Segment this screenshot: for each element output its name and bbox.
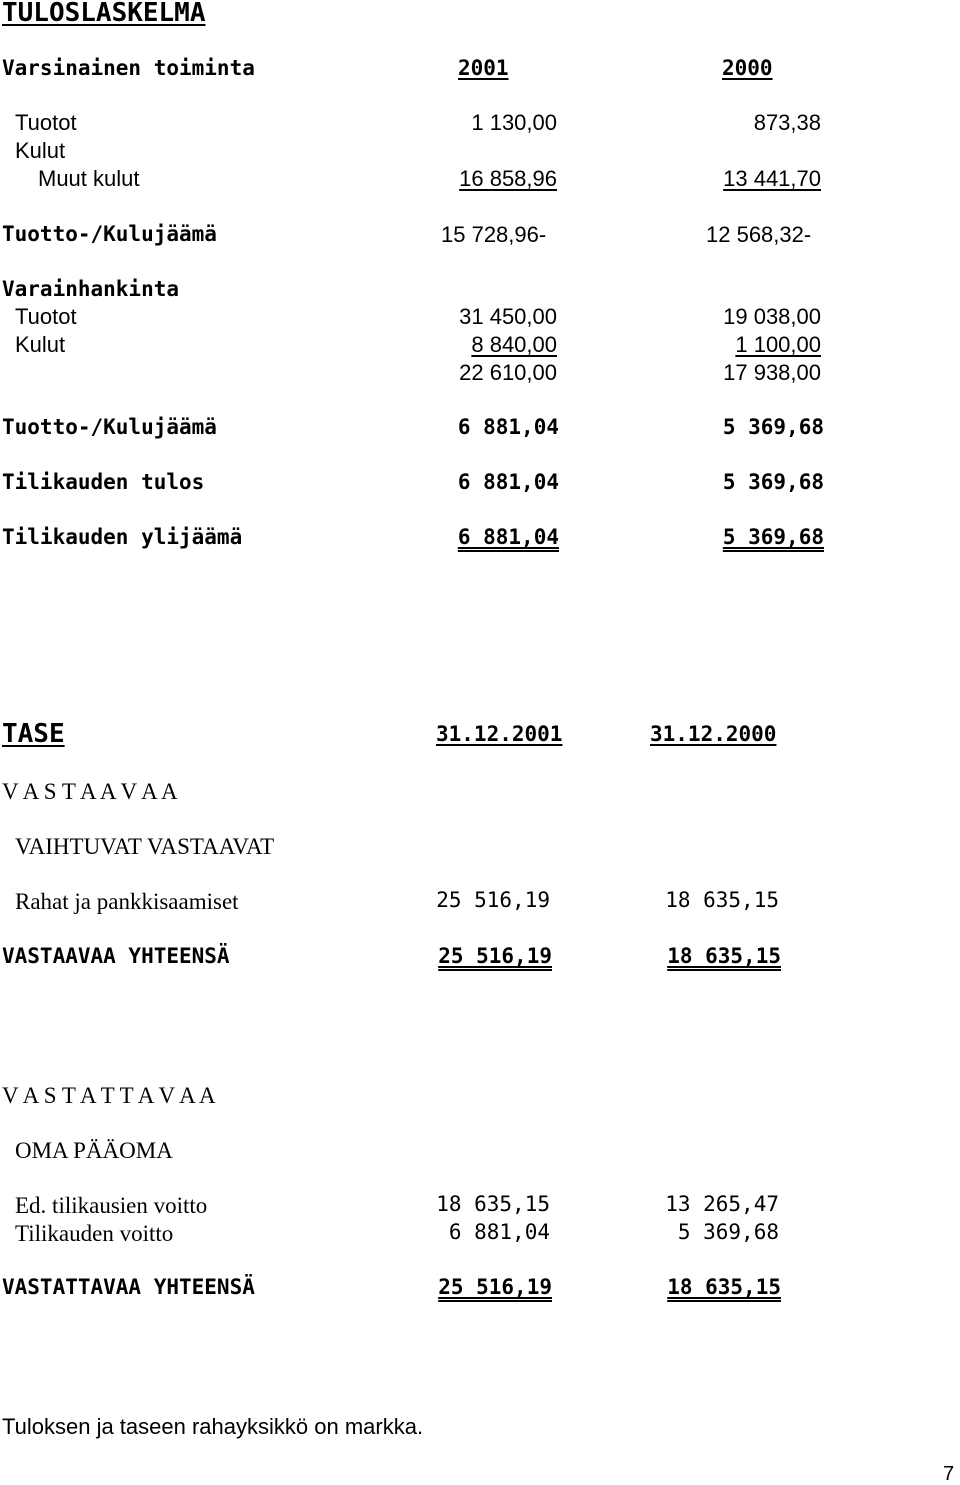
fundraising-income-label: Tuotot: [15, 304, 77, 329]
balance-date-2000: 31.12.2000: [650, 722, 777, 746]
assets-total-label: VASTAAVAA YHTEENSÄ: [2, 944, 230, 968]
period-profit-2001: 6 881,04: [448, 1220, 550, 1244]
fundraising-section-label: Varainhankinta: [2, 277, 180, 301]
period-surplus-2000: 5 369,68: [722, 525, 824, 549]
cash-2000: 18 635,15: [665, 888, 779, 912]
period-result-2001: 6 881,04: [457, 470, 559, 494]
result-label-fundraising: Tuotto-/Kulujäämä: [2, 415, 217, 439]
assets-total-2000: 18 635,15: [667, 944, 781, 968]
cash-label: Rahat ja pankkisaamiset: [15, 889, 239, 914]
liabilities-heading: V A S T A T T A V A A: [2, 1083, 216, 1108]
equity-label: OMA PÄÄOMA: [15, 1138, 173, 1163]
period-surplus-2001: 6 881,04: [457, 525, 559, 549]
liabilities-total-2000: 18 635,15: [667, 1275, 781, 1299]
balance-sheet-title: TASE: [2, 719, 65, 749]
muut-kulut-2000: 13 441,70: [723, 166, 821, 191]
prior-profit-2001: 18 635,15: [436, 1192, 550, 1216]
muut-kulut-2001: 16 858,96: [459, 166, 557, 191]
balance-date-2001: 31.12.2001: [436, 722, 563, 746]
prior-profit-label: Ed. tilikausien voitto: [15, 1193, 208, 1218]
result-operations-2001: 15 728,96-: [441, 222, 547, 247]
muut-kulut-label: Muut kulut: [38, 166, 140, 191]
income-statement-title: TULOSLASKELMA: [2, 0, 206, 28]
cash-2001: 25 516,19: [436, 888, 550, 912]
result-label-operations: Tuotto-/Kulujäämä: [2, 222, 217, 246]
period-result-label: Tilikauden tulos: [2, 470, 205, 494]
result-operations-2000: 12 568,32-: [706, 222, 812, 247]
fundraising-expenses-label: Kulut: [15, 332, 66, 357]
year-2000-header: 2000: [722, 56, 773, 80]
result-fundraising-2001: 6 881,04: [457, 415, 559, 439]
fundraising-expenses-2001: 8 840,00: [471, 332, 557, 357]
assets-heading: V A S T A A V A A: [2, 779, 178, 804]
liabilities-total-label: VASTATTAVAA YHTEENSÄ: [2, 1275, 255, 1299]
assets-total-2001: 25 516,19: [438, 944, 552, 968]
year-2001-header: 2001: [458, 56, 509, 80]
currency-note: Tuloksen ja taseen rahayksikkö on markka.: [2, 1414, 424, 1439]
period-profit-label: Tilikauden voitto: [15, 1221, 174, 1246]
fundraising-total-2001: 22 610,00: [459, 360, 557, 385]
period-profit-2000: 5 369,68: [677, 1220, 779, 1244]
liabilities-total-2001: 25 516,19: [438, 1275, 552, 1299]
operations-section-label: Varsinainen toiminta: [2, 56, 255, 80]
current-assets-label: VAIHTUVAT VASTAAVAT: [15, 834, 275, 859]
tuotot-2000: 873,38: [753, 110, 821, 135]
fundraising-total-2000: 17 938,00: [723, 360, 821, 385]
tuotot-2001: 1 130,00: [471, 110, 557, 135]
fundraising-income-2001: 31 450,00: [459, 304, 557, 329]
fundraising-expenses-2000: 1 100,00: [735, 332, 821, 357]
prior-profit-2000: 13 265,47: [665, 1192, 779, 1216]
period-surplus-label: Tilikauden ylijäämä: [2, 525, 243, 549]
page-number: 7: [943, 1463, 955, 1485]
tuotot-label: Tuotot: [15, 110, 77, 135]
kulut-label: Kulut: [15, 138, 66, 163]
result-fundraising-2000: 5 369,68: [722, 415, 824, 439]
fundraising-income-2000: 19 038,00: [723, 304, 821, 329]
period-result-2000: 5 369,68: [722, 470, 824, 494]
